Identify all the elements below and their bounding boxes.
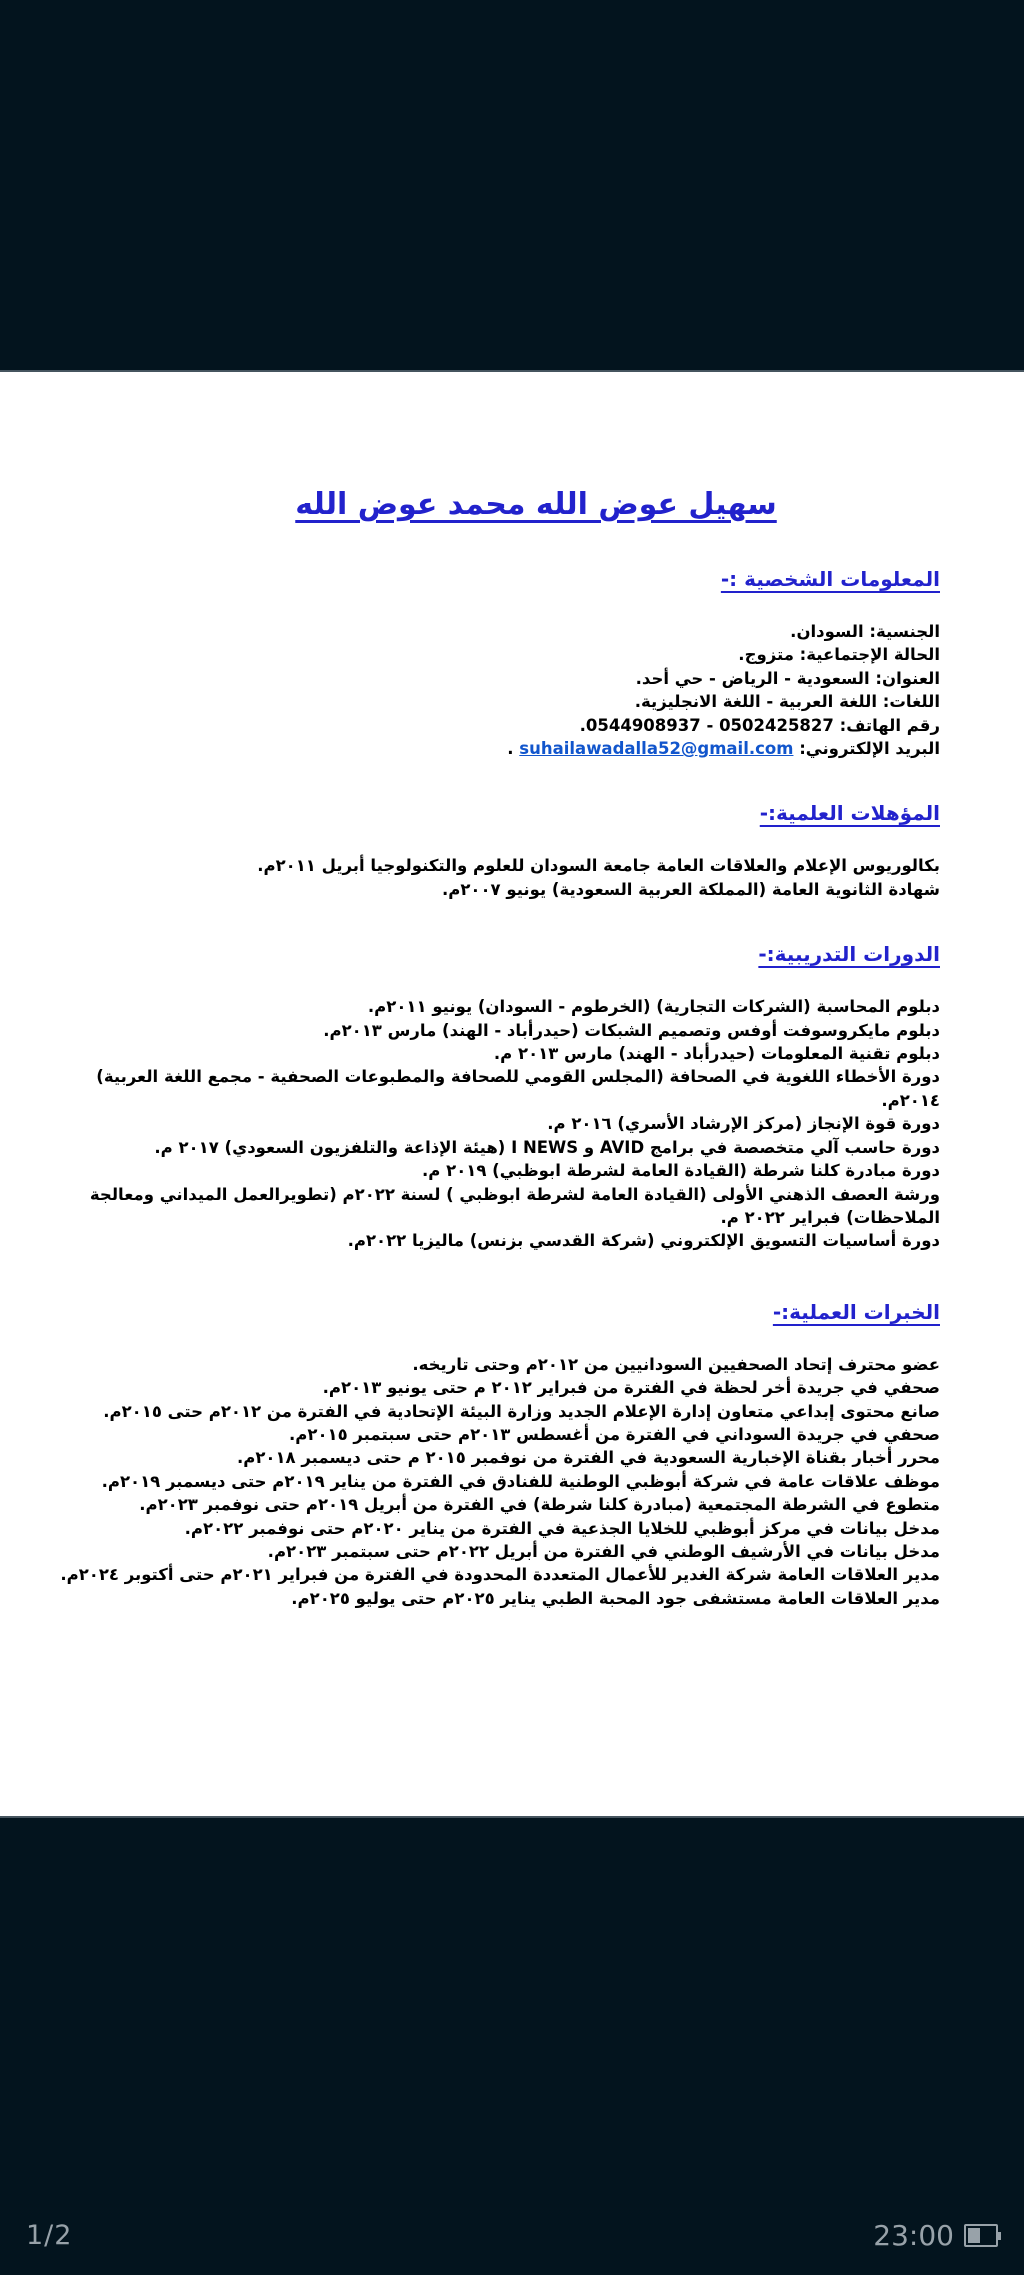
email-suffix: . <box>507 739 520 759</box>
cv-line: دورة مبادرة كلنا شرطة (القيادة العامة لشرطة ابوظبي) ٢٠١٩ م. <box>422 1161 940 1181</box>
cv-line: دورة الأخطاء اللغوية في الصحافة (المجلس القومي للصحافة والمطبوعات الصحفية - مجمع اللغة العربية) ٢٠١٤م. <box>96 1067 940 1110</box>
cv-line: عضو محترف إتحاد الصحفيين السودانيين من ٢٠١٢م وحتى تاريخه. <box>412 1354 940 1374</box>
cv-section <box>60 1297 940 1610</box>
cv-line: موظف علاقات عامة في شركة أبوظبي الوطنية للفنادق في الفترة من يناير ٢٠١٩م حتى ديسمبر ٢٠١٩م. <box>101 1471 940 1491</box>
document-page[interactable] <box>0 370 1024 1818</box>
email-link[interactable]: suhailawadalla52@gmail.com <box>519 739 794 759</box>
email-label: البريد الإلكتروني: <box>793 739 940 759</box>
cv-line: دبلوم المحاسبة (الشركات التجارية) (الخرطوم - السودان) يونيو ٢٠١١م. <box>367 997 940 1017</box>
cv-line: صانع محتوى إبداعي متعاون إدارة الإعلام الجديد وزارة البيئة الإتحادية في الفترة من ٢٠١٢م حتى ٢٠١٥م. <box>103 1401 940 1421</box>
cv-line: بكالوريوس الإعلام والعلاقات العامة جامعة السودان للعلوم والتكنولوجيا أبريل ٢٠١١م. <box>257 856 940 876</box>
section-body <box>60 854 940 901</box>
cv-line: صحفي في جريدة السوداني في الفترة من أغسطس ٢٠١٣م حتى سبتمبر ٢٠١٥م. <box>289 1424 940 1444</box>
clock: 23:00 <box>873 2218 954 2252</box>
document-sections <box>60 564 940 1610</box>
cv-line: شهادة الثانوية العامة (المملكة العربية السعودية) يونيو ٢٠٠٧م. <box>441 879 940 899</box>
cv-line: دورة حاسب آلي متخصصة في برامج AVID و I NEWS (هيئة الإذاعة والتلفزيون السعودي) ٢٠١٧ م. <box>154 1137 940 1157</box>
section-body <box>60 1353 940 1610</box>
document-title-wrap <box>295 484 776 526</box>
cv-line: متطوع في الشرطة المجتمعية (مبادرة كلنا شرطة) في الفترة من أبريل ٢٠١٩م حتى نوفمبر ٢٠٢٣م. <box>139 1495 940 1515</box>
cv-line: مدخل بيانات في مركز أبوظبي للخلايا الجذعية في الفترة من يناير ٢٠٢٠م حتى نوفمبر ٢٠٢٢م. <box>184 1518 940 1538</box>
cv-section <box>60 798 940 901</box>
cv-line: الجنسية: السودان. <box>790 622 940 641</box>
cv-section <box>60 564 940 760</box>
battery-terminal <box>998 2232 1001 2240</box>
cv-line: اللغات: اللغة العربية - اللغة الانجليزية. <box>634 692 940 712</box>
section-heading: المعلومات الشخصية :- <box>720 567 940 591</box>
cv-line: رقم الهاتف: 0502425827 - 0544908937. <box>579 715 940 735</box>
cv-email-line <box>60 737 940 760</box>
section-body <box>60 995 940 1252</box>
cv-line: العنوان: السعودية - الرياض - حي أحد. <box>635 668 940 688</box>
cv-line: مدير العلاقات العامة شركة الغدير للأعمال المتعددة المحدودة في الفترة من فبراير ٢٠٢١م حتى أكتوبر ٢٠٢٤م. <box>60 1565 940 1585</box>
section-body <box>60 620 940 760</box>
cv-line: دبلوم مايكروسوفت أوفس وتصميم الشبكات (حيدرأباد - الهند) مارس ٢٠١٣م. <box>323 1020 940 1040</box>
cv-line: الحالة الإجتماعية: متزوج. <box>738 645 940 665</box>
document-title: سهيل عوض الله محمد عوض الله <box>295 487 777 522</box>
cv-line: صحفي في جريدة أخر لحظة في الفترة من فبراير ٢٠١٢ م حتى يونيو ٢٠١٣م. <box>322 1378 940 1398</box>
cv-line: مدخل بيانات في الأرشيف الوطني في الفترة من أبريل ٢٠٢٢م حتى سبتمبر ٢٠٢٣م. <box>267 1541 940 1561</box>
cv-line: دورة أساسيات التسويق الإلكتروني (شركة القدسي بزنس) ماليزيا ٢٠٢٢م. <box>347 1231 940 1251</box>
cv-line: مدير العلاقات العامة مستشفى جود المحبة الطبي يناير ٢٠٢٥م حتى يوليو ٢٠٢٥م. <box>291 1588 940 1608</box>
section-heading: المؤهلات العلمية:- <box>759 801 940 826</box>
viewer-bottom-bar <box>0 2208 1024 2262</box>
cv-section <box>60 939 940 1252</box>
status-cluster <box>873 2219 998 2252</box>
cv-line: دورة قوة الإنجاز (مركز الإرشاد الأسري) ٢٠١٦ م. <box>547 1114 940 1134</box>
battery-fill <box>968 2228 980 2243</box>
battery-half-icon <box>964 2224 998 2247</box>
cv-line: ورشة العصف الذهني الأولى (القيادة العامة لشرطة ابوظبي ) لسنة ٢٠٢٢م (تطويرالعمل الميداني ومعالجة الملاحظات) فبراير ٢٠٢٢ م. <box>89 1184 940 1227</box>
cv-line: دبلوم تقنية المعلومات (حيدرأباد - الهند) مارس ٢٠١٣ م. <box>493 1044 940 1064</box>
cv-line: محرر أخبار بقناة الإخبارية السعودية في الفترة من نوفمبر ٢٠١٥ م حتى ديسمبر ٢٠١٨م. <box>236 1448 940 1468</box>
section-heading: الخبرات العملية:- <box>772 1299 940 1324</box>
page-indicator: 1/2 <box>26 2219 73 2251</box>
section-heading: الدورات التدريبية:- <box>758 942 940 967</box>
